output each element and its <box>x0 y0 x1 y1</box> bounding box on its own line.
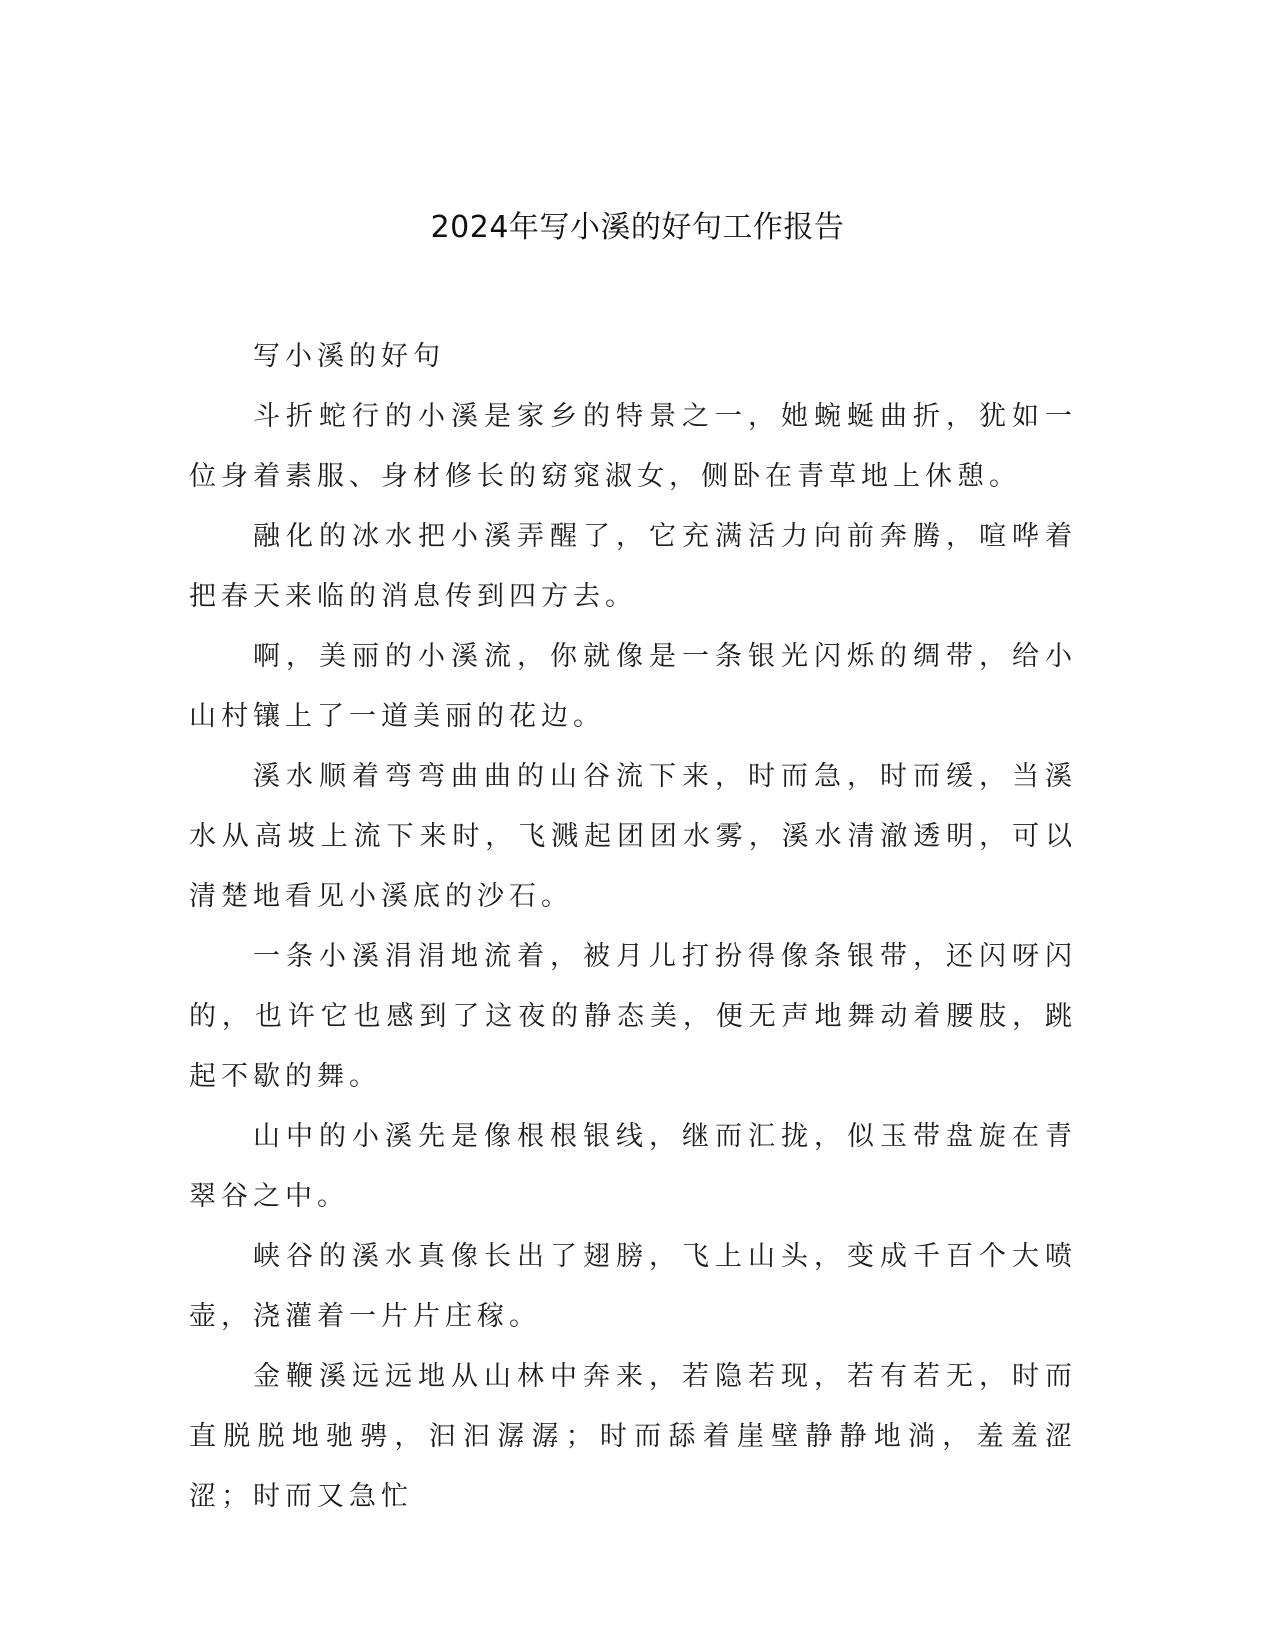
paragraph: 啊，美丽的小溪流，你就像是一条银光闪烁的绸带，给小山村镶上了一道美丽的花边。 <box>189 641 1077 732</box>
paragraph: 一条小溪涓涓地流着，被月儿打扮得像条银带，还闪呀闪的，也许它也感到了这夜的静态美，便无声地舞动着腰肢，跳起不歇的舞。 <box>189 941 1077 1092</box>
paragraph: 金鞭溪远远地从山林中奔来，若隐若现，若有若无，时而直脱脱地驰骋，汩汩潺潺；时而舔着崖壁静静地淌，羞羞涩涩；时而又急忙 <box>189 1361 1077 1512</box>
paragraph: 斗折蛇行的小溪是家乡的特景之一，她蜿蜒曲折，犹如一位身着素服、身材修长的窈窕淑女，侧卧在青草地上休憩。 <box>189 401 1077 492</box>
document-title: 2024年写小溪的好句工作报告 <box>430 210 845 245</box>
document-body <box>189 327 1077 1527</box>
paragraph: 溪水顺着弯弯曲曲的山谷流下来，时而急，时而缓，当溪水从高坡上流下来时，飞溅起团团水雾，溪水清澈透明，可以清楚地看见小溪底的沙石。 <box>189 761 1077 912</box>
section-heading: 写小溪的好句 <box>253 341 445 372</box>
paragraph: 融化的冰水把小溪弄醒了，它充满活力向前奔腾，喧哗着把春天来临的消息传到四方去。 <box>189 521 1077 612</box>
paragraph: 峡谷的溪水真像长出了翅膀，飞上山头，变成千百个大喷壶，浇灌着一片片庄稼。 <box>189 1241 1077 1332</box>
paragraph: 山中的小溪先是像根根银线，继而汇拢，似玉带盘旋在青翠谷之中。 <box>189 1121 1077 1212</box>
